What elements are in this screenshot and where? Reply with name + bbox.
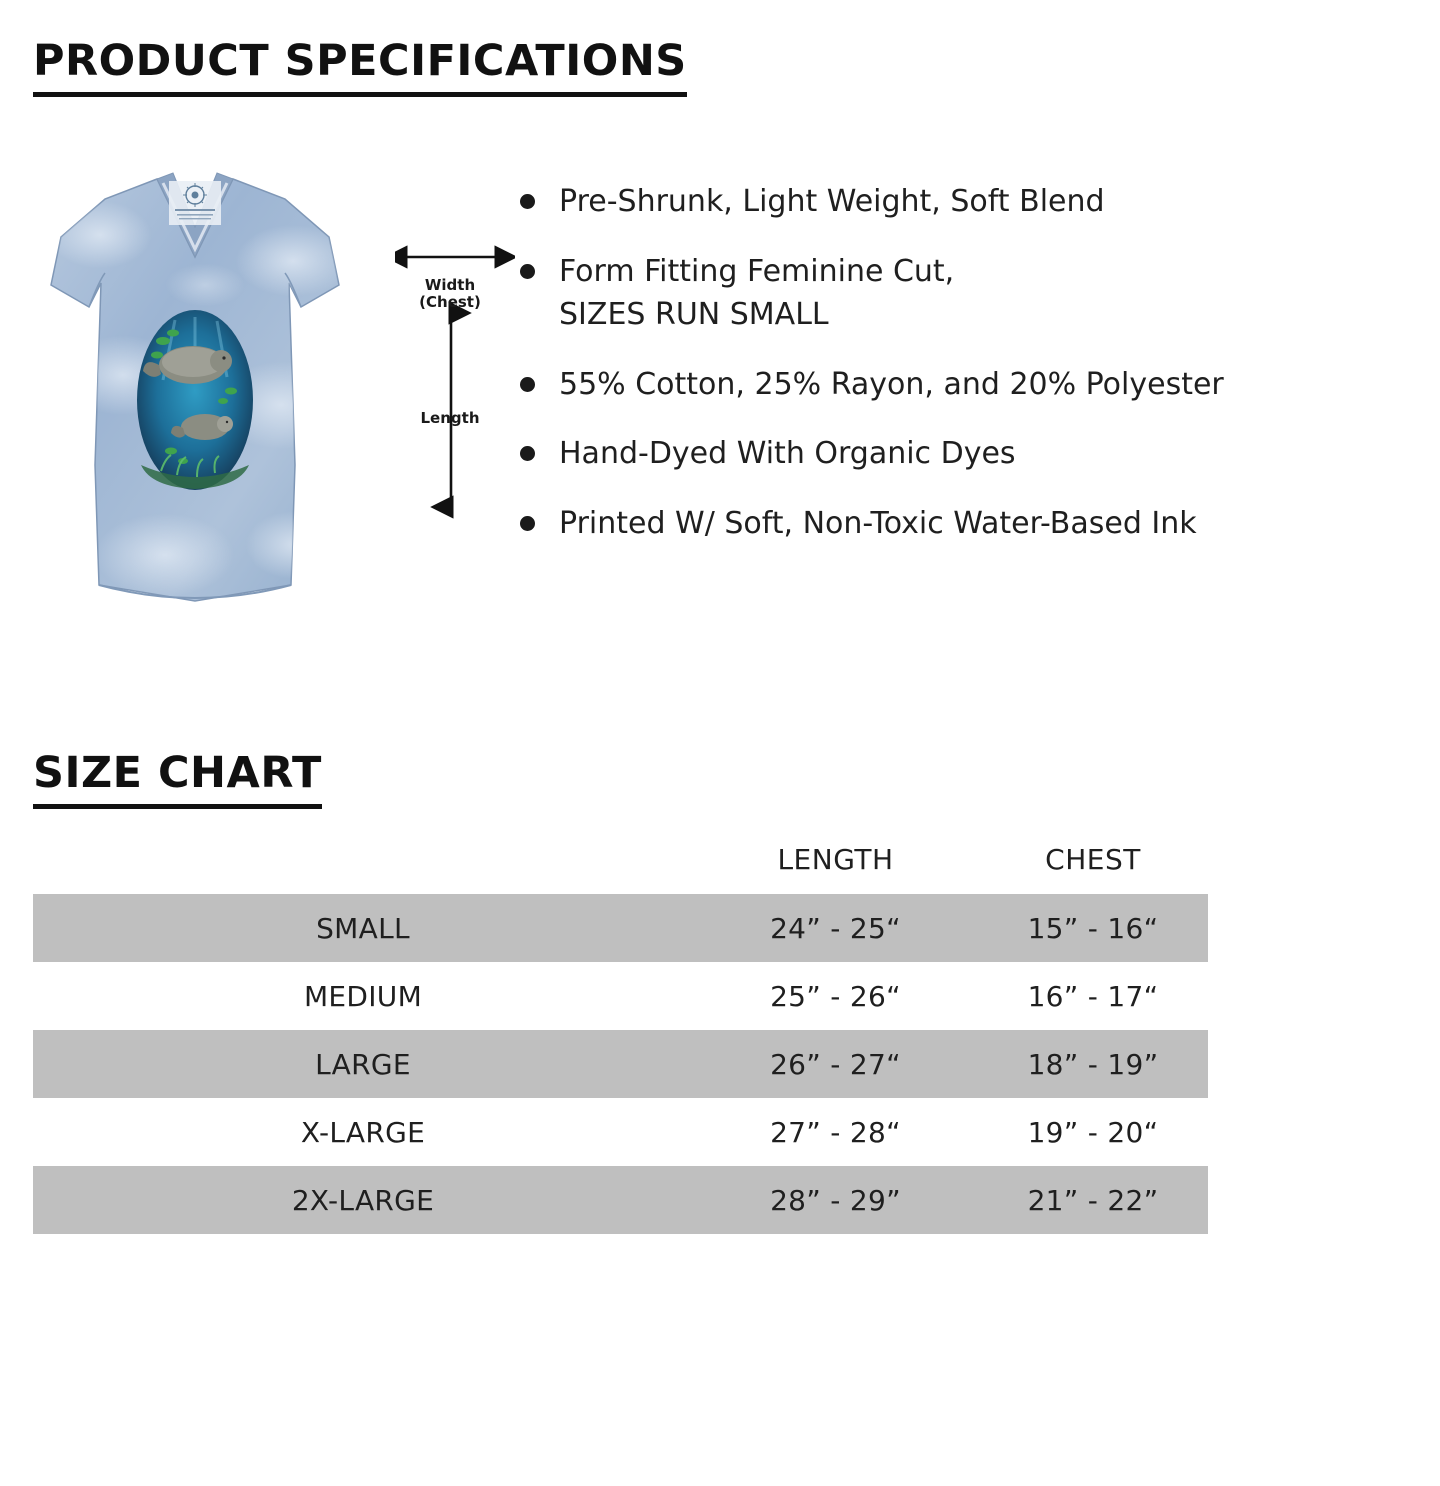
bullet-dot-icon: [520, 446, 535, 461]
shirt-image: [45, 165, 345, 615]
table-row: [33, 962, 1208, 1030]
size-chart-heading-wrap: [33, 748, 322, 809]
size-chart-heading: SIZE CHART: [33, 748, 322, 809]
table-row: [33, 1030, 1208, 1098]
cell-length: 25” - 26“: [770, 979, 901, 1013]
bullet-dot-icon: [520, 377, 535, 392]
list-item: [520, 363, 1420, 407]
bullet-dot-icon: [520, 194, 535, 209]
bullet-text: 55% Cotton, 25% Rayon, and 20% Polyester: [559, 366, 1224, 402]
bullet-subtext: SIZES RUN SMALL: [559, 297, 829, 332]
bullet-dot-icon: [520, 264, 535, 279]
list-item: [520, 180, 1420, 224]
width-label-line2: (Chest): [419, 293, 481, 312]
table-row: [33, 1166, 1208, 1234]
bullet-text-group: [559, 250, 954, 337]
specification-bullet-list: [520, 180, 1420, 571]
bullet-dot-icon: [520, 516, 535, 531]
column-header-chest: CHEST: [1045, 843, 1141, 876]
product-specifications-heading-wrap: [33, 36, 687, 97]
cell-chest: 15” - 16“: [978, 894, 1208, 962]
cell-size: MEDIUM: [303, 979, 423, 1013]
width-chest-label: [395, 277, 505, 312]
cell-length: 28” - 29”: [693, 1166, 978, 1234]
cell-chest: 16” - 17“: [1027, 979, 1159, 1013]
width-label-line1: Width: [424, 276, 476, 294]
cell-length: 26” - 27“: [693, 1030, 978, 1098]
list-item: [520, 432, 1420, 476]
size-chart-header: [33, 835, 1208, 894]
table-row: [33, 894, 1208, 962]
bullet-text: Hand-Dyed With Organic Dyes: [559, 436, 1016, 471]
cell-size: SMALL: [33, 894, 693, 962]
size-chart-body: [33, 894, 1208, 1234]
measurement-diagram: [395, 235, 515, 525]
cell-size: 2X-LARGE: [33, 1166, 693, 1234]
table-header-row: [33, 835, 1208, 894]
length-label: Length: [420, 409, 480, 427]
cell-chest: 18” - 19”: [978, 1030, 1208, 1098]
cell-size: X-LARGE: [300, 1115, 426, 1149]
cell-size: LARGE: [33, 1030, 693, 1098]
cell-chest: 19” - 20“: [1027, 1115, 1159, 1149]
list-item: [520, 250, 1420, 337]
bullet-text: Printed W/ Soft, Non-Toxic Water-Based Ink: [559, 505, 1197, 541]
cell-chest: 21” - 22”: [978, 1166, 1208, 1234]
product-specifications-heading: PRODUCT SPECIFICATIONS: [33, 36, 687, 97]
table-row: [33, 1098, 1208, 1166]
bullet-text: Pre-Shrunk, Light Weight, Soft Blend: [559, 184, 1105, 219]
size-chart-table: [33, 835, 1208, 1234]
cell-length: 24” - 25“: [693, 894, 978, 962]
shirt-illustration: [45, 165, 345, 615]
bullet-text: Form Fitting Feminine Cut,: [559, 253, 955, 289]
column-header-length: LENGTH: [777, 843, 894, 876]
column-header-blank: [33, 835, 693, 894]
list-item: [520, 502, 1420, 546]
cell-length: 27” - 28“: [770, 1115, 901, 1149]
